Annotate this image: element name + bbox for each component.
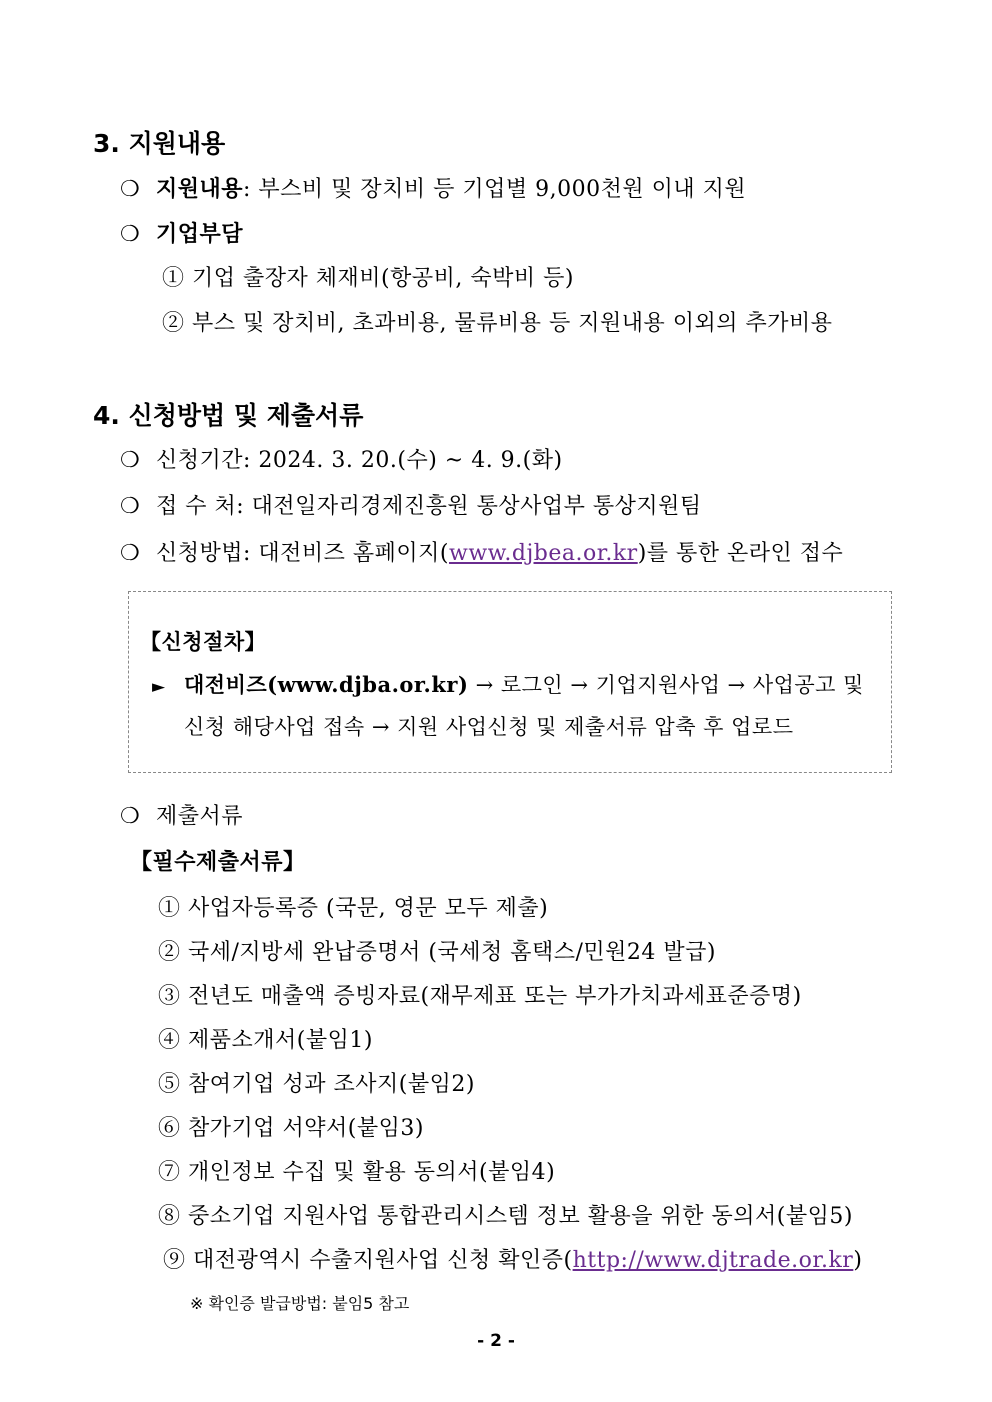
document-item: ② 국세/지방세 완납증명서 (국세청 홈택스/민원24 발급)	[158, 940, 716, 965]
burden-item: ② 부스 및 장치비, 초과비용, 물류비용 등 지원내용 이외의 추가비용	[162, 311, 833, 336]
document-item: ⑥ 참가기업 서약서(붙임3)	[158, 1116, 424, 1141]
document-item: ③ 전년도 매출액 증빙자료(재무제표 또는 부가가치과세표준증명)	[158, 984, 802, 1009]
circle-bullet-icon: ❍	[120, 448, 141, 473]
procedure-line-1	[152, 669, 864, 699]
section-3-title: 3. 지원내용	[93, 129, 226, 158]
company-burden-line	[120, 217, 243, 248]
support-content-line	[120, 172, 746, 203]
document-item: ④ 제품소개서(붙임1)	[158, 1028, 373, 1053]
arrow-bullet-icon: ►	[152, 677, 166, 697]
item9-suffix: )	[853, 1248, 863, 1273]
document-item: ① 사업자등록증 (국문, 영문 모두 제출)	[158, 896, 549, 921]
documents-heading-line	[120, 799, 243, 830]
djtrade-link[interactable]: http://www.djtrade.or.kr	[572, 1248, 854, 1273]
support-content-label: 지원내용	[156, 176, 244, 202]
required-documents-title: 【필수제출서류】	[130, 849, 306, 875]
support-content-text: : 부스비 및 장치비 등 기업별 9,000천원 이내 지원	[243, 177, 747, 202]
document-item-9	[163, 1243, 862, 1274]
certificate-note: ※ 확인증 발급방법: 붙임5 참고	[190, 1294, 410, 1313]
circle-bullet-icon: ❍	[120, 804, 141, 829]
circle-bullet-icon: ❍	[120, 222, 141, 247]
documents-heading: 제출서류	[156, 804, 244, 829]
page-number: - 2 -	[477, 1331, 515, 1351]
procedure-line-2: 신청 해당사업 접속 → 지원 사업신청 및 제출서류 압축 후 업로드	[184, 715, 794, 739]
circle-bullet-icon: ❍	[120, 541, 141, 566]
method-prefix: 신청방법: 대전비즈 홈페이지(	[156, 541, 450, 566]
application-period-line	[120, 443, 563, 474]
circle-bullet-icon: ❍	[120, 494, 141, 519]
section-4-title: 4. 신청방법 및 제출서류	[93, 401, 364, 430]
method-suffix: )를 통한 온라인 접수	[637, 541, 844, 566]
document-item: ⑤ 참여기업 성과 조사지(붙임2)	[158, 1072, 475, 1097]
company-burden-label: 기업부담	[156, 221, 244, 247]
procedure-site: 대전비즈(www.djba.or.kr)	[184, 672, 469, 697]
receiver-text: 접 수 처: 대전일자리경제진흥원 통상사업부 통상지원팀	[156, 494, 702, 519]
djbea-link[interactable]: www.djbea.or.kr	[449, 541, 638, 566]
burden-item: ① 기업 출장자 체재비(항공비, 숙박비 등)	[162, 266, 574, 291]
application-period-text: 신청기간: 2024. 3. 20.(수) ~ 4. 9.(화)	[156, 448, 563, 473]
circle-bullet-icon: ❍	[120, 177, 141, 202]
document-item: ⑧ 중소기업 지원사업 통합관리시스템 정보 활용을 위한 동의서(붙임5)	[158, 1204, 853, 1229]
receiver-line	[120, 489, 702, 520]
application-method-line	[120, 536, 843, 567]
procedure-title: 【신청절차】	[140, 629, 267, 654]
document-item: ⑦ 개인정보 수집 및 활용 동의서(붙임4)	[158, 1160, 556, 1185]
procedure-steps: → 로그인 → 기업지원사업 → 사업공고 및	[468, 673, 864, 697]
item9-prefix: ⑨ 대전광역시 수출지원사업 신청 확인증(	[163, 1248, 573, 1273]
